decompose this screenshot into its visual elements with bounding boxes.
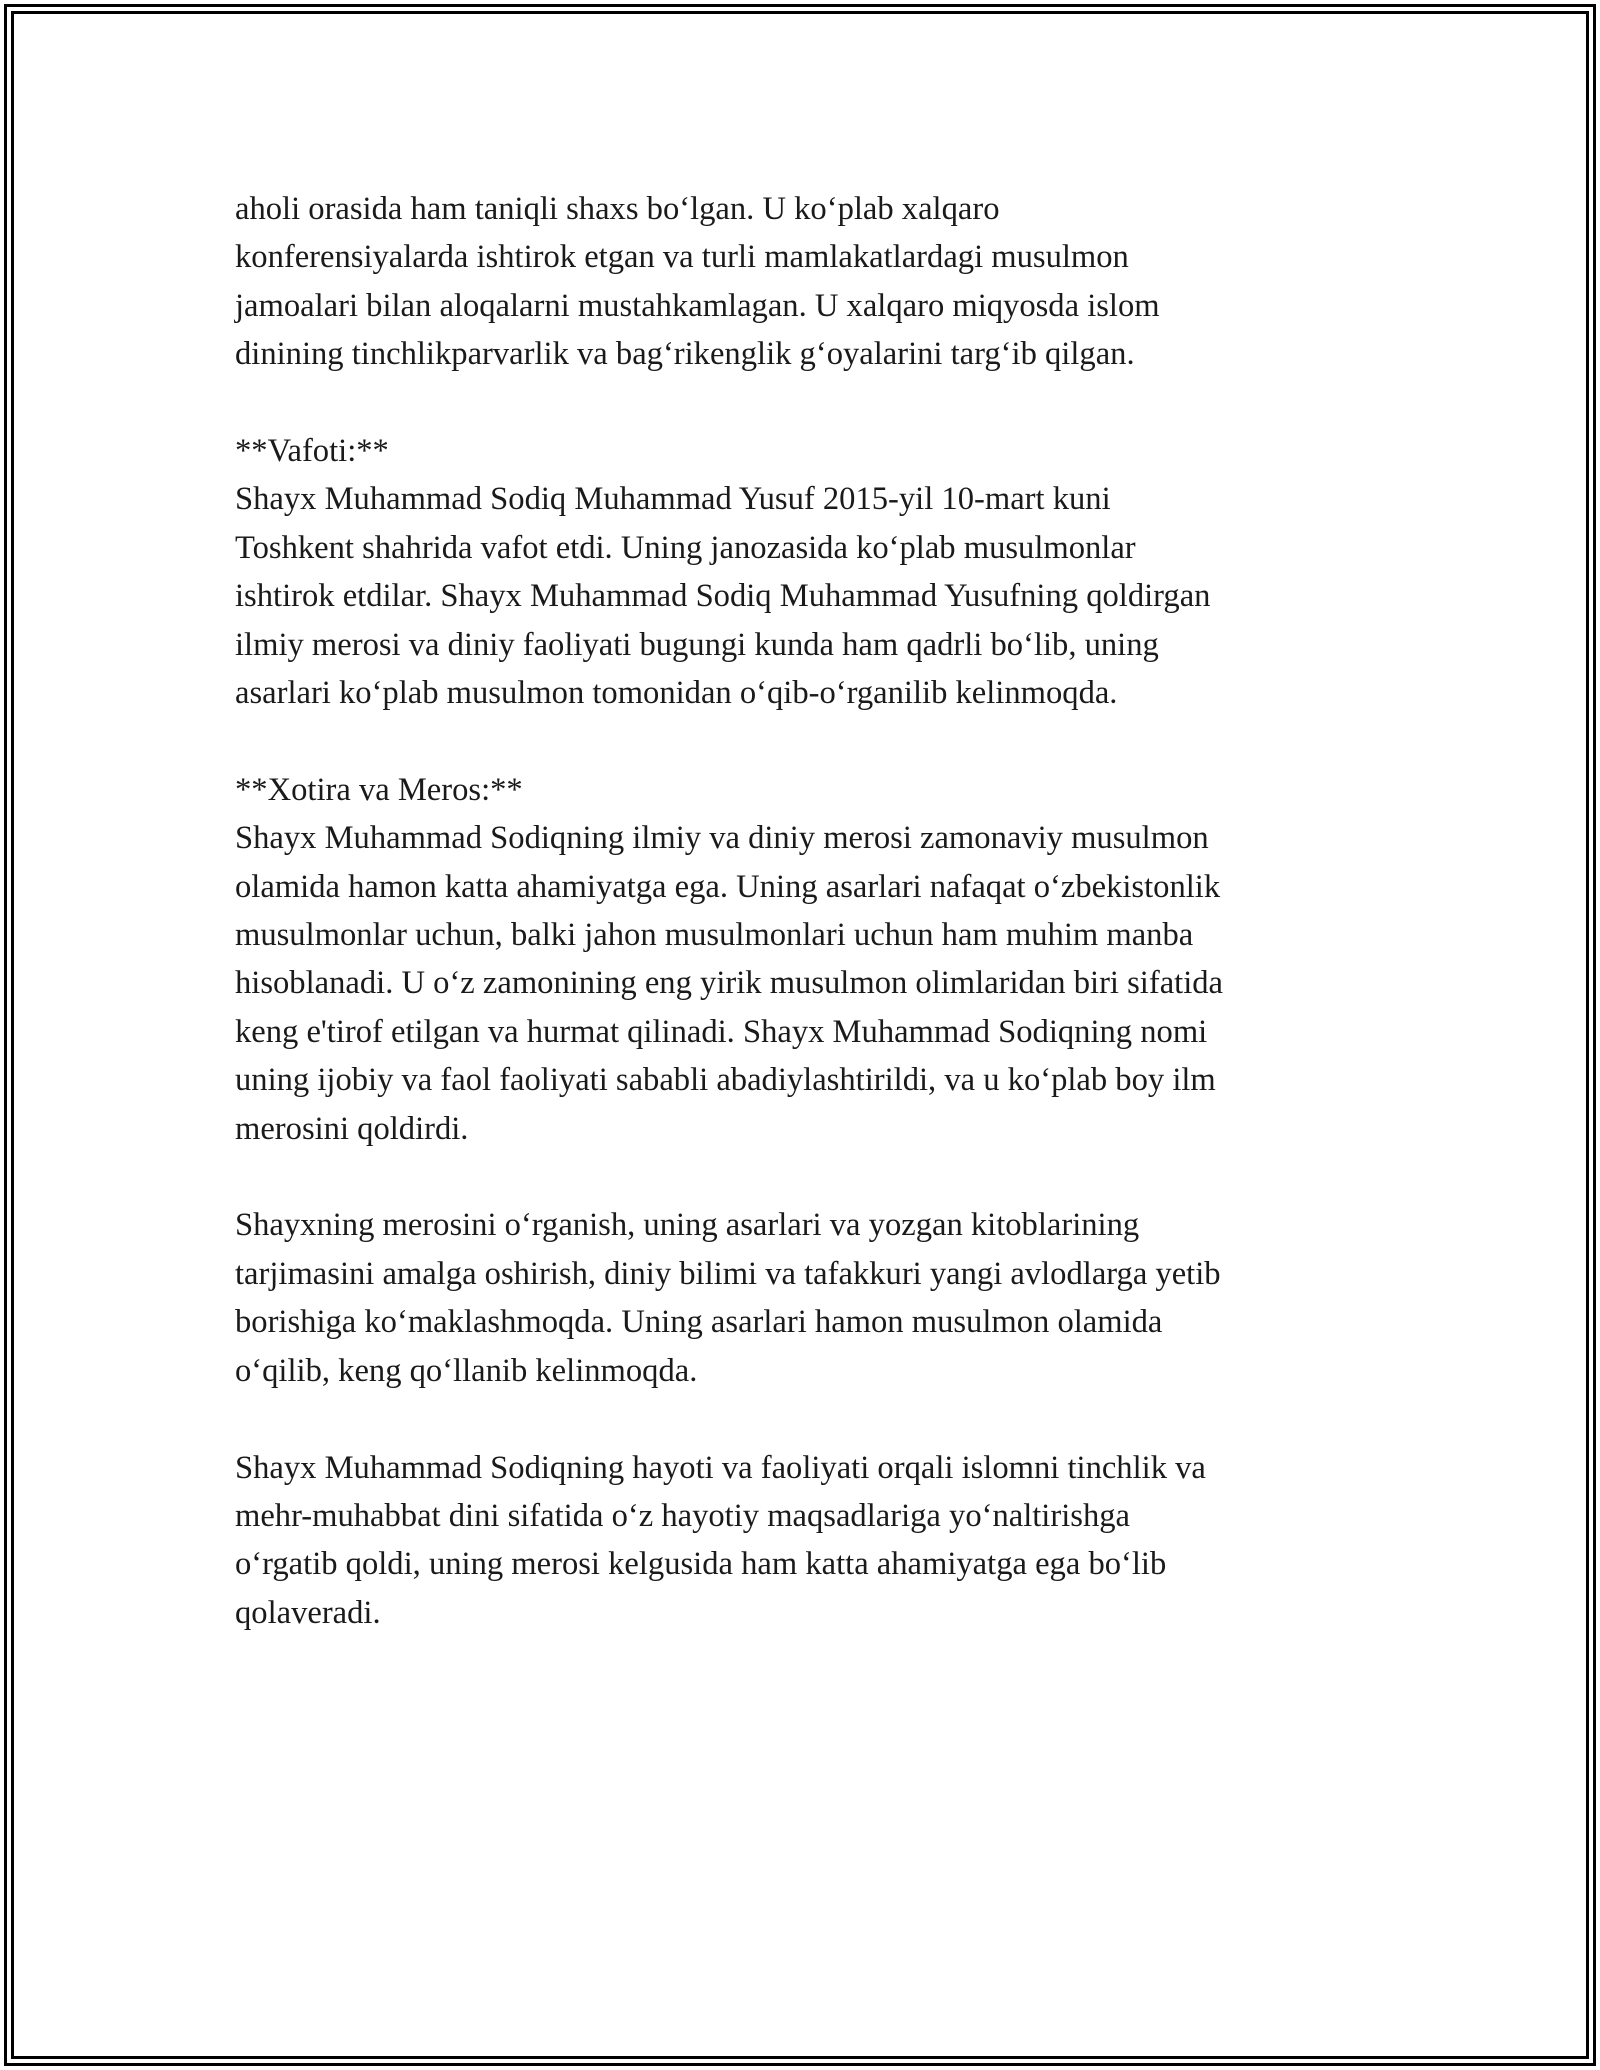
section-vafoti (235, 427, 1365, 717)
section-heading-xotira-va-meros: **Xotira va Meros:** (235, 771, 523, 808)
section-text-vafoti: Shayx Muhammad Sodiq Muhammad Yusuf 2015-yil 10-mart kuni Toshkent shahrida vafot etdi. Uning janozasida ko‘plab musulmonlar ishtirok etdilar. Shayx Muhammad Sodiq Muhammad Yusufning qoldirgan ilmiy merosi va diniy faoliyati bugungi kunda ham qadrli bo‘lib, uning asarlari ko‘plab musulmon tomonidan o‘qib-o‘rganilib kelinmoqda. (235, 481, 1211, 712)
closing-paragraph: Shayx Muhammad Sodiqning hayoti va faoliyati orqali islomni tinchlik va mehr-muhabbat dini sifatida o‘z hayotiy maqsadlariga yo‘naltirishga o‘rgatib qoldi, uning merosi kelgusida ham katta ahamiyatga ega bo‘lib qolaveradi. (235, 1449, 1206, 1631)
section-heading-vafoti: **Vafoti:** (235, 433, 389, 470)
intro-paragraph: aholi orasida ham taniqli shaxs bo‘lgan. U ko‘plab xalqaro konferensiyalarda ishtirok etgan va turli mamlakatlardagi musulmon jamoalari bilan aloqalarni mustahkamlagan. U xalqaro miqyosda islom dinining tinchlikparvarlik va bag‘rikenglik g‘oyalarini targ‘ib qilgan. (235, 191, 1160, 373)
section-xotira-va-meros (235, 766, 1365, 1153)
document-body (235, 185, 1365, 1686)
closing-paragraph: Shayxning merosini o‘rganish, uning asarlari va yozgan kitoblarining tarjimasini amalga oshirish, diniy bilimi va tafakkuri yangi avlodlarga yetib borishiga ko‘maklashmoqda. Uning asarlari hamon musulmon olamida o‘qilib, keng qo‘llanib kelinmoqda. (235, 1207, 1221, 1389)
section-text-xotira-va-meros: Shayx Muhammad Sodiqning ilmiy va diniy merosi zamonaviy musulmon olamida hamon katta ahamiyatga ega. Uning asarlari nafaqat o‘zbekistonlik musulmonlar uchun, balki jahon musulmonlari uchun ham muhim manba hisoblanadi. U o‘z zamonining eng yirik musulmon olimlaridan biri sifatida keng e'tirof etilgan va hurmat qilinadi. Shayx Muhammad Sodiqning nomi uning ijobiy va faol faoliyati sababli abadiylashtirildi, va u ko‘plab boy ilm merosini qoldirdi. (235, 820, 1224, 1147)
